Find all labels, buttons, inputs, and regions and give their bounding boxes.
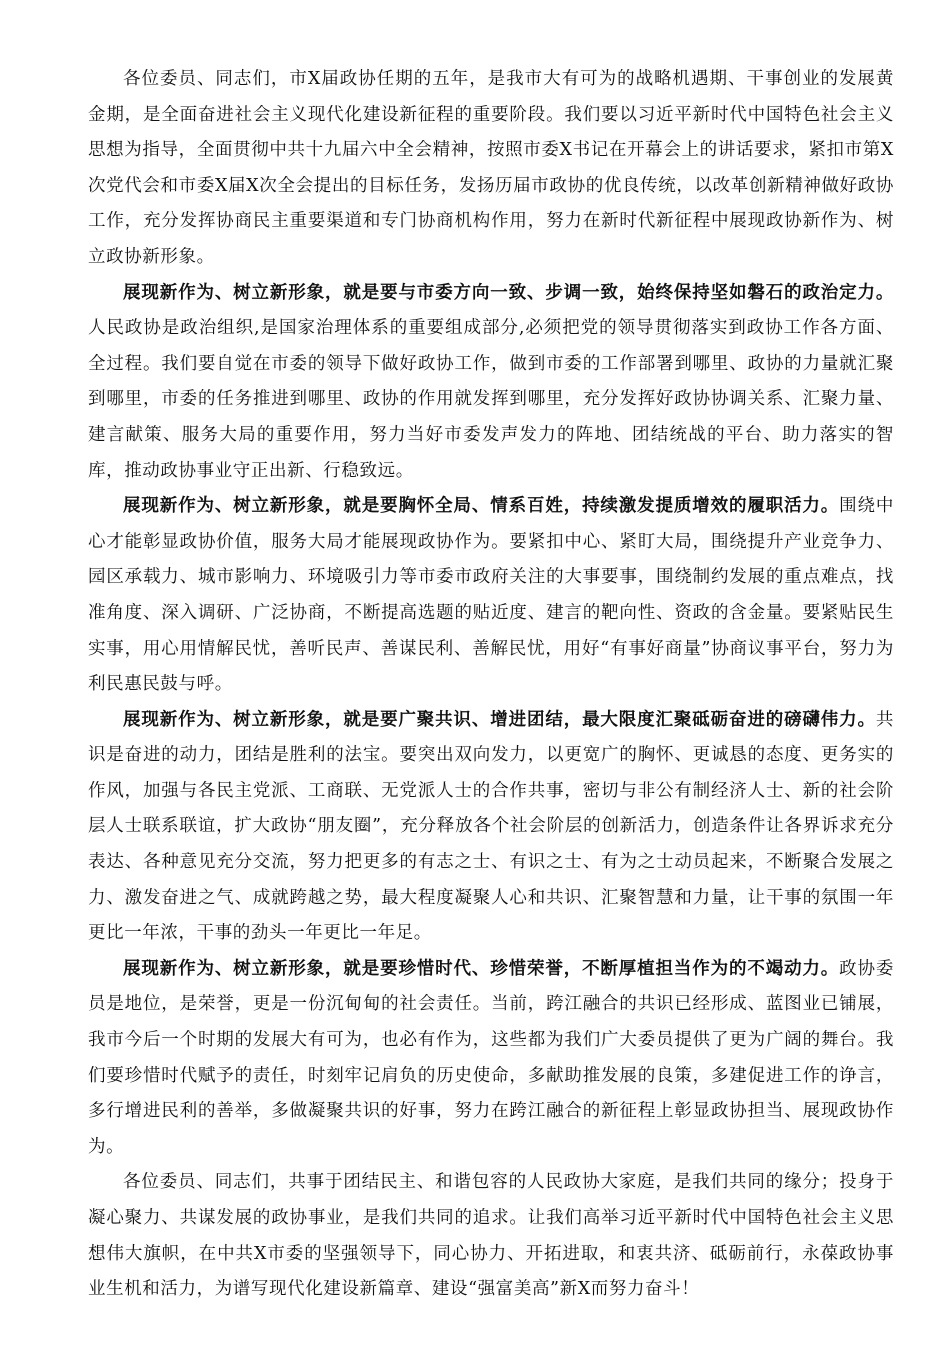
document-page: [88, 62, 894, 1308]
paragraph-body: 政协委员是地位，是荣誉，更是一份沉甸甸的社会责任。当前，跨江融合的共识已经形成、蓝图业已铺展，我市今后一个时期的发展大有可为，也必有作为，这些都为我们广大委员提供了更为广阔的舞台。我们要珍惜时代赋予的责任，时刻牢记肩负的历史使命，多献助推发展的良策，多建促进工作的诤言，多行增进民利的善举，多做凝聚共识的好事，努力在跨江融合的新征程上彰显政协担当、展现政协作为。: [88, 958, 894, 1157]
paragraph-body: 各位委员、同志们，共事于团结民主、和谐包容的人民政协大家庭，是我们共同的缘分；投身于凝心聚力、共谋发展的政协事业，是我们共同的追求。让我们高举习近平新时代中国特色社会主义思想伟大旗帜，在中共Ⅹ市委的坚强领导下，同心协力、开拓进取，和衷共济、砥砺前行，永葆政协事业生机和活力，为谱写现代化建设新篇章、建设“强富美高”新Ⅹ而努力奋斗！: [88, 1172, 894, 1300]
paragraph-lead: 展现新作为、树立新形象，就是要珍惜时代、珍惜荣誉，不断厚植担当作为的不竭动力。: [123, 958, 840, 979]
paragraph-lead: 展现新作为、树立新形象，就是要胸怀全局、情系百姓，持续激发提质增效的履职活力。: [123, 496, 840, 517]
paragraph-lead: 展现新作为、树立新形象，就是要与市委方向一致、步调一致，始终保持坚如磐石的政治定力。: [123, 282, 894, 303]
paragraph-cherish-honor: [88, 952, 894, 1166]
paragraph-duty-vitality: [88, 489, 894, 703]
paragraph-body: 各位委员、同志们，市Ⅹ届政协任期的五年，是我市大有可为的战略机遇期、干事创业的发展黄金期，是全面奋进社会主义现代化建设新征程的重要阶段。我们要以习近平新时代中国特色社会主义思想为指导，全面贯彻中共十九届六中全会精神，按照市委Ⅹ书记在开幕会上的讲话要求，紧扣市第Ⅹ次党代会和市委Ⅹ届Ⅹ次全会提出的目标任务，发扬历届市政协的优良传统，以改革创新精神做好政协工作，充分发挥协商民主重要渠道和专门协商机构作用，努力在新时代新征程中展现政协新作为、树立政协新形象。: [88, 69, 894, 267]
paragraph-lead: 展现新作为、树立新形象，就是要广聚共识、增进团结，最大限度汇聚砥砺奋进的磅礴伟力。: [123, 709, 876, 730]
paragraph-opening: [88, 62, 894, 276]
paragraph-body: 围绕中心才能彰显政协价值，服务大局才能展现政协作为。要紧扣中心、紧盯大局，围绕提升产业竞争力、园区承载力、城市影响力、环境吸引力等市委市政府关注的大事要事，围绕制约发展的重点难点，找准角度、深入调研、广泛协商，不断提高选题的贴近度、建言的靶向性、资政的含金量。要紧贴民生实事，用心用情解民忧，善听民声、善谋民利、善解民忧，用好“有事好商量”协商议事平台，努力为利民惠民鼓与呼。: [88, 496, 894, 695]
paragraph-political-resolve: [88, 276, 894, 490]
paragraph-body: 人民政协是政治组织,是国家治理体系的重要组成部分,必须把党的领导贯彻落实到政协工作各方面、全过程。我们要自觉在市委的领导下做好政协工作，做到市委的工作部署到哪里、政协的力量就汇聚到哪里，市委的任务推进到哪里、政协的作用就发挥到哪里，充分发挥好政协协调关系、汇聚力量、建言献策、服务大局的重要作用，努力当好市委发声发力的阵地、团结统战的平台、助力落实的智库，推动政协事业守正出新、行稳致远。: [88, 318, 894, 481]
paragraph-body: 共识是奋进的动力，团结是胜利的法宝。要突出双向发力，以更宽广的胸怀、更诚恳的态度、更务实的作风，加强与各民主党派、工商联、无党派人士的合作共事，密切与非公有制经济人士、新的社会阶层人士联系联谊，扩大政协“朋友圈”，充分释放各个社会阶层的创新活力，创造条件让各界诉求充分表达、各种意见充分交流，努力把更多的有志之士、有识之士、有为之士动员起来，不断聚合发展之力、激发奋进之气、成就跨越之势，最大程度凝聚人心和共识、汇聚智慧和力量，让干事的氛围一年更比一年浓，干事的劲头一年更比一年足。: [88, 709, 894, 944]
paragraph-closing: [88, 1165, 894, 1307]
paragraph-consensus-unity: [88, 703, 894, 952]
